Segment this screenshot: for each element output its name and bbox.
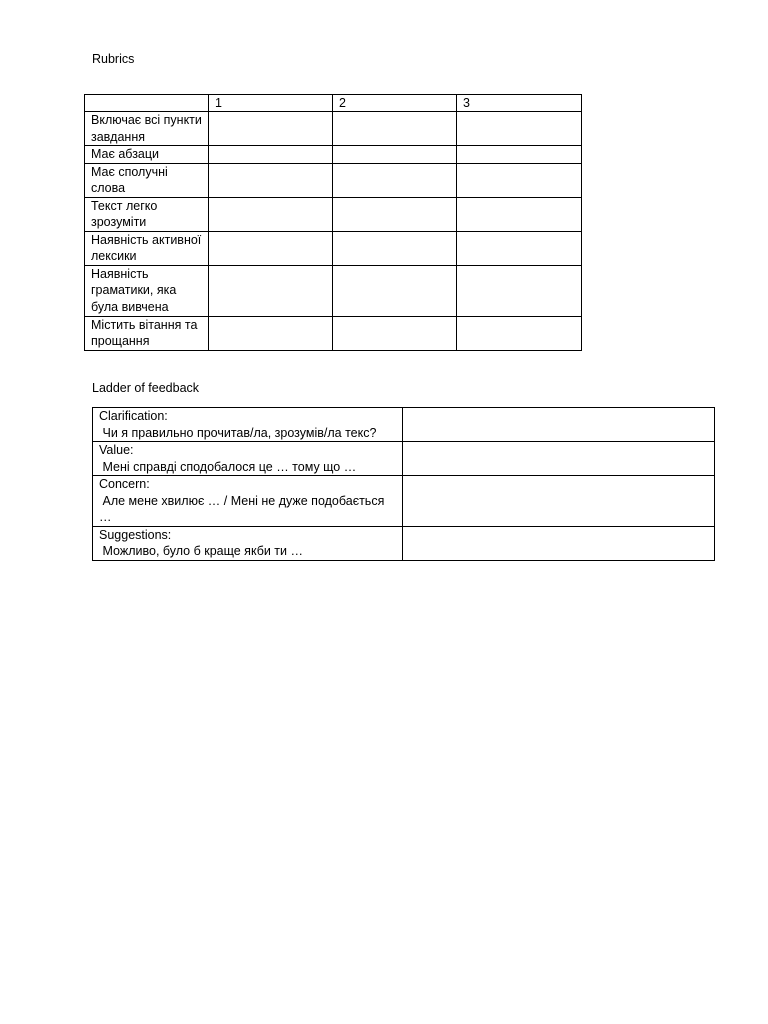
rubrics-criterion: Має сполучні слова [85,163,209,197]
rubrics-criterion: Наявність граматики, яка була вивчена [85,265,209,316]
ladder-row-suggestions [93,526,715,560]
rubrics-criterion: Текст легко зрозуміти [85,197,209,231]
ladder-step-title: Value: [99,443,134,457]
rubrics-score-cell [333,316,457,350]
rubrics-score-cell [333,112,457,146]
rubrics-score-cell [333,163,457,197]
ladder-criterion-cell [93,526,403,560]
rubrics-score-cell [457,163,582,197]
ladder-row-concern [93,476,715,527]
rubrics-score-cell [457,231,582,265]
ladder-step-prompt: Можливо, було б краще якби ти … [99,544,303,558]
rubrics-row [85,163,582,197]
rubrics-criterion: Включає всі пункти завдання [85,112,209,146]
rubrics-score-cell [457,112,582,146]
rubrics-score-cell [333,146,457,164]
rubrics-criterion: Містить вітання та прощання [85,316,209,350]
ladder-response-cell [403,408,715,442]
ladder-row-value [93,442,715,476]
rubrics-score-cell [333,231,457,265]
rubrics-heading: Rubrics [92,52,135,66]
ladder-step-prompt: Але мене хвилює … / Мені не дуже подобається … [99,493,388,524]
ladder-response-cell [403,442,715,476]
rubrics-score-cell [333,265,457,316]
rubrics-criterion: Має абзаци [85,146,209,164]
rubrics-header-cell-criteria [85,95,209,112]
rubrics-row [85,146,582,164]
rubrics-score-cell [209,146,333,164]
rubrics-criterion: Наявність активної лексики [85,231,209,265]
rubrics-header-cell-score-3: 3 [457,95,582,112]
ladder-step-prompt: Мені справді сподобалося це … тому що … [99,459,357,474]
rubrics-score-cell [209,265,333,316]
rubrics-score-cell [457,316,582,350]
ladder-step-title: Concern: [99,477,150,491]
rubrics-row [85,197,582,231]
ladder-response-cell [403,476,715,527]
ladder-criterion-cell [93,408,403,442]
rubrics-score-cell [209,112,333,146]
rubrics-score-cell [209,163,333,197]
ladder-criterion-cell [93,476,403,527]
rubrics-score-cell [209,197,333,231]
rubrics-header-cell-score-1: 1 [209,95,333,112]
rubrics-score-cell [209,231,333,265]
ladder-row-clarification [93,408,715,442]
rubrics-score-cell [209,316,333,350]
ladder-criterion-cell [93,442,403,476]
ladder-step-title: Suggestions: [99,527,172,542]
rubrics-score-cell [457,197,582,231]
ladder-heading: Ladder of feedback [92,381,200,395]
ladder-response-cell [403,526,715,560]
rubrics-header-row [85,95,582,112]
ladder-table [92,407,715,561]
ladder-step-title: Clarification: [99,409,168,423]
rubrics-row [85,265,582,316]
rubrics-row [85,316,582,350]
rubrics-row [85,112,582,146]
rubrics-table [84,94,582,351]
rubrics-row [85,231,582,265]
ladder-step-prompt: Чи я правильно прочитав/ла, зрозумів/ла текс? [99,425,377,440]
rubrics-header-cell-score-2: 2 [333,95,457,112]
rubrics-score-cell [457,146,582,164]
rubrics-score-cell [333,197,457,231]
rubrics-score-cell [457,265,582,316]
